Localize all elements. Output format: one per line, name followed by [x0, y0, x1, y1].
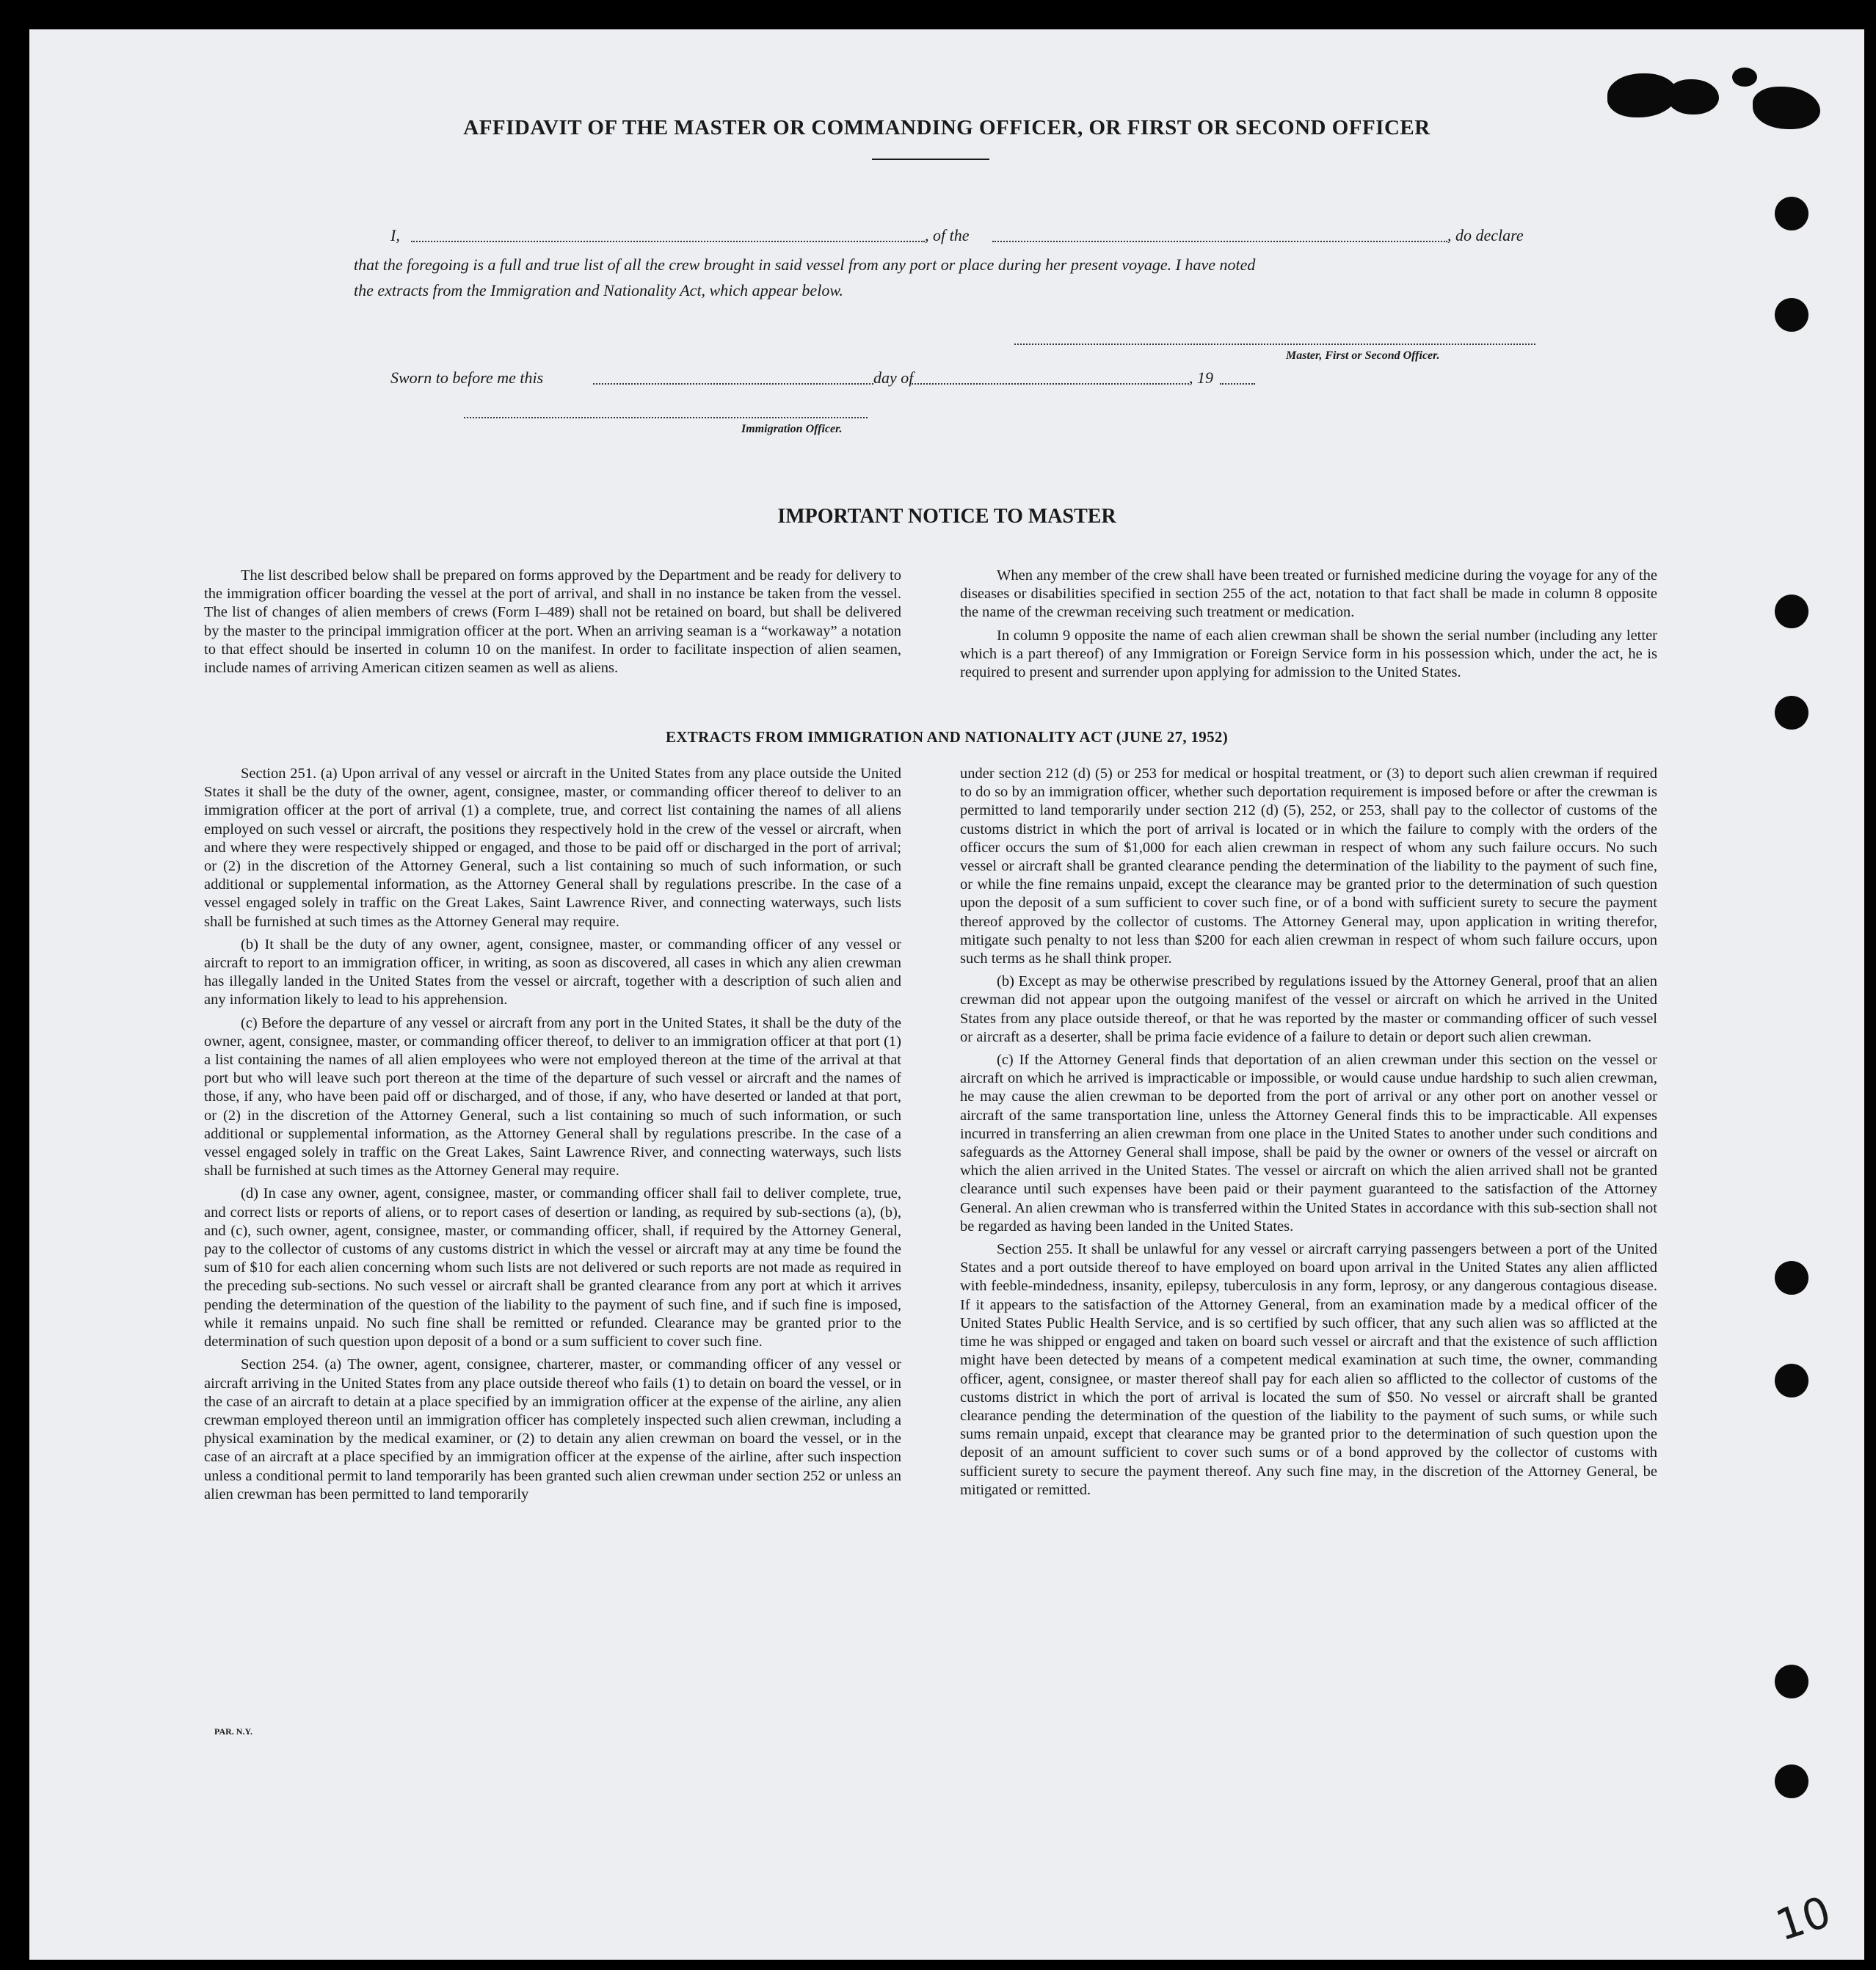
extracts-right-column	[960, 765, 1657, 1504]
ink-blot	[1668, 79, 1719, 115]
of-the-label: , of the	[925, 226, 970, 244]
notice-paragraph: The list described below shall be prepared on forms approved by the Department and be ready for delivery to the immigration officer boarding the vessel at the port of arrival, and shall in no instance be taken from the vessel. The list of changes of alien members of crews (Form I–489) shall not be retained on board, but shall be delivered by the master to the principal immigration officer at the port. When an arriving seaman is a “workaway” a notation to that effect should be inserted in column 10 on the manifest. In order to facilitate inspection of alien seamen, include names of arriving American citizen seamen as well as aliens.	[204, 567, 901, 677]
extract-paragraph: under section 212 (d) (5) or 253 for medical or hospital treatment, or (3) to deport such alien crewman if required to do so by an immigration officer, whether such deportation requirement is imposed before or after the crewman is permitted to land temporarily under section 212 (d) (5), 252, or 253, shall pay to the collector of customs of the customs district in which the port of arrival is located or in which the failure to comply with the orders of the officer occurs the sum of $1,000 for each alien crewman in respect of whom any such failure occurs. No such vessel or aircraft shall be granted clearance pending the determination of the liability to the payment of such fine, or while the fine remains unpaid, except the clearance may be granted prior to the determination of such question upon the deposit of a sum sufficient to cover such fine, or of a bond with sufficient surety to secure the payment thereof approved by the collector of customs. The Attorney General may, upon application in writing therefor, mitigate such penalty to not less than $200 for each alien crewman in respect of whom such failure occurs, upon such terms as he shall think proper.	[960, 766, 1657, 967]
ink-blot	[1753, 87, 1820, 129]
affidavit-title: AFFIDAVIT OF THE MASTER OR COMMANDING OFFICER, OR FIRST OR SECOND OFFICER	[463, 116, 1430, 139]
extract-paragraph: (c) Before the departure of any vessel or aircraft from any port in the United States, it shall be the duty of the owner, agent, consignee, master, or commanding officer thereof, to deliver to an immigration officer at that port (1) a list containing the names of all alien employees who were not employed thereon at the time of the arrival at that port but who will leave such port thereon at the time of the departure of such vessel or aircraft and the names of those, if any, who have been paid off or discharged, and of those, if any, who have deserted or landed at that port, or (2) in the discretion of the Attorney General, such a list containing so much of such information, or such additional or supplemental information, as the Attorney General shall by regulations prescribe. In the case of a vessel engaged solely in traffic on the Great Lakes, Saint Lawrence River, and connecting waterways, such lists shall be furnished at such times as the Attorney General may require.	[204, 1014, 901, 1180]
punch-hole	[1775, 595, 1808, 628]
printer-mark: PAR. N.Y.	[214, 1726, 253, 1737]
extract-paragraph: (c) If the Attorney General finds that deportation of an alien crewman under this section on the vessel or aircraft on which he arrived is impracticable or impossible, or would cause undue hardship to such alien crewman, he may cause the alien crewman to be deported from the port of arrival or any other port on another vessel or aircraft of the same transportation line, unless the Attorney General finds this to be impracticable. All expenses incurred in transferring an alien crewman from one place in the United States to another under such conditions and safeguards as the Attorney General shall impose, shall be paid by the owner or owners of the vessel or aircraft on which the alien arrived in the United States. The vessel or aircraft on which the alien arrived shall not be granted clearance until such expenses have been paid or their payment guaranteed to the satisfaction of the Attorney General. An alien crewman who is transferred within the United States in accordance with this sub-section shall not be regarded as having been landed in the United States.	[960, 1052, 1657, 1235]
punch-hole	[1775, 696, 1808, 730]
extract-paragraph: (b) It shall be the duty of any owner, agent, consignee, master, or commanding officer of any vessel or aircraft to report to an immigration officer, in writing, as soon as discovered, all cases in which any alien crewman has illegally landed in the United States from the vessel or aircraft, together with a description of such alien and any information likely to lead to his apprehension.	[204, 936, 901, 1008]
sworn-label: Sworn to before me this	[390, 368, 544, 387]
document-page	[29, 29, 1864, 1960]
day-of-label: day of	[873, 368, 914, 387]
declaration-line-3: the extracts from the Immigration and Nationality Act, which appear below.	[354, 281, 843, 299]
punch-hole	[1775, 197, 1808, 230]
officer-caption: Immigration Officer.	[741, 423, 843, 435]
sworn-month-field[interactable]	[912, 383, 1189, 385]
ink-blot	[1732, 68, 1757, 87]
extract-paragraph: (b) Except as may be otherwise prescribed by regulations issued by the Attorney General, proof that an alien crewman did not appear upon the outgoing manifest of the vessel or aircraft on which he arrived in the United States from any place outside thereof, or that he was reported by the master or commanding officer of such vessel or aircraft as a deserter, shall be prima facie evidence of a failure to detain or deport such alien crewman.	[960, 973, 1657, 1045]
declarant-prefix: I,	[390, 226, 400, 244]
vessel-name-field[interactable]	[992, 241, 1447, 242]
declaration-line-2: that the foregoing is a full and true list of all the crew brought in said vessel from any port or place during her present voyage. I have noted	[354, 255, 1256, 274]
sworn-year-field[interactable]	[1220, 383, 1255, 385]
master-signature-line[interactable]	[1014, 344, 1535, 345]
extracts-left-column	[204, 765, 901, 1508]
ink-blot	[1607, 73, 1677, 117]
extract-paragraph: (d) In case any owner, agent, consignee, master, or commanding officer shall fail to deliver complete, true, and correct lists or reports of aliens, or to report cases of desertion or landing, as required by sub-sections (a), (b), and (c), such owner, agent, consignee, master, or commanding officer, shall, if required by the Attorney General, pay to the collector of customs of any customs district in which the vessel or aircraft may at any time be found the sum of $10 for each alien concerning whom such lists are not delivered or such reports are not made as required in the preceding sub-sections. No such vessel or aircraft shall be granted clearance from any port at which it arrives pending the determination of the question of the liability to the payment of such fine, and if such fine is imposed, while it remains unpaid. No such fine shall be remitted or refunded. Clearance may be granted prior to the determination of such question upon deposit of a bond or a sum sufficient to cover such fine.	[204, 1185, 901, 1351]
master-caption: Master, First or Second Officer.	[1286, 349, 1440, 362]
notice-paragraph: When any member of the crew shall have been treated or furnished medicine during the voyage for any of the diseases or disabilities specified in section 255 of the act, notation to that fact shall be made in column 8 opposite the name of the crewman receiving such treatment or medication.	[960, 567, 1657, 621]
officer-signature-line[interactable]	[464, 417, 868, 418]
notice-title: IMPORTANT NOTICE TO MASTER	[777, 505, 1116, 528]
extract-paragraph: Section 251. (a) Upon arrival of any vessel or aircraft in the United States from any place outside the United States it shall be the duty of the owner, agent, consignee, master, or commanding officer thereof to deliver to an immigration officer at the port of arrival (1) a complete, true, and correct list containing the names of all aliens employed on such vessel or aircraft, the positions they respectively hold in the crew of the vessel or aircraft, when and where they were respectively shipped or engaged, and those to be paid off or discharged in the port of arrival; or (2) in the discretion of the Attorney General, such a list containing so much of such information, or such additional or supplemental information, as the Attorney General shall by regulations prescribe. In the case of a vessel engaged solely in traffic on the Great Lakes, Saint Lawrence River, and connecting waterways, such lists shall be furnished at such times as the Attorney General may require.	[204, 766, 901, 930]
punch-hole	[1775, 1764, 1808, 1798]
year-label: , 19	[1189, 368, 1213, 387]
punch-hole	[1775, 298, 1808, 332]
declarant-name-field[interactable]	[411, 241, 925, 242]
punch-hole	[1775, 1665, 1808, 1698]
extracts-title: EXTRACTS FROM IMMIGRATION AND NATIONALITY ACT (JUNE 27, 1952)	[666, 728, 1228, 746]
sworn-day-field[interactable]	[593, 383, 873, 385]
extract-paragraph: Section 255. It shall be unlawful for any vessel or aircraft carrying passengers between a port of the United States and a port outside thereof to have employed on board upon arrival in the United States any alien afflicted with feeble-mindedness, insanity, epilepsy, tuberculosis in any form, leprosy, or any dangerous contagious disease. If it appears to the satisfaction of the Attorney General, from an examination made by a medical officer of the United States Public Health Service, and is so certified by such officer, that any such alien was so afflicted at the time he was shipped or engaged and taken on board such vessel or aircraft and that the existence of such affliction might have been detected by means of a competent medical examination at such time, the owner, commanding officer, agent, consignee, or master thereof shall pay for each alien so afflicted to the collector of customs of the customs district in which the port of arrival is located the sum of $50. No vessel or aircraft shall be granted clearance pending the determination of the question of the liability to the payment of such sums, or while such sums remain unpaid, except that clearance may be granted prior to the determination of such question upon the deposit of an amount sufficient to cover such sums or of a bond approved by the collector of customs with sufficient surety to secure the payment thereof. Any such fine may, in the discretion of the Attorney General, be mitigated or remitted.	[960, 1241, 1657, 1498]
notice-left-column	[204, 567, 901, 682]
extract-paragraph: Section 254. (a) The owner, agent, consignee, charterer, master, or commanding officer of any vessel or aircraft arriving in the United States from any place outside thereof who fails (1) to detain on board the vessel, or in the case of an aircraft to detain at a place specified by an immigration officer at the expense of the airline, any alien crewman employed thereon until an immigration officer has completely inspected such alien crewman, including a physical examination by the medical examiner, or (2) to detain any alien crewman on board the vessel, or in the case of an aircraft at a place specified by an immigration officer at the expense of the airline, after such inspection unless a conditional permit to land temporarily has been granted such alien crewman under section 252 or unless an alien crewman has been permitted to land temporarily	[204, 1356, 901, 1502]
notice-right-column	[960, 567, 1657, 686]
punch-hole	[1775, 1364, 1808, 1397]
punch-hole	[1775, 1261, 1808, 1295]
page-number: 10	[1770, 1886, 1837, 1951]
notice-paragraph: In column 9 opposite the name of each alien crewman shall be shown the serial number (including any letter which is a part thereof) of any Immigration or Foreign Service form in his possession which, under the act, he is required to present and surrender upon applying for admission to the United States.	[960, 627, 1657, 681]
do-declare-label: , do declare	[1447, 226, 1524, 244]
title-underline	[872, 159, 989, 160]
